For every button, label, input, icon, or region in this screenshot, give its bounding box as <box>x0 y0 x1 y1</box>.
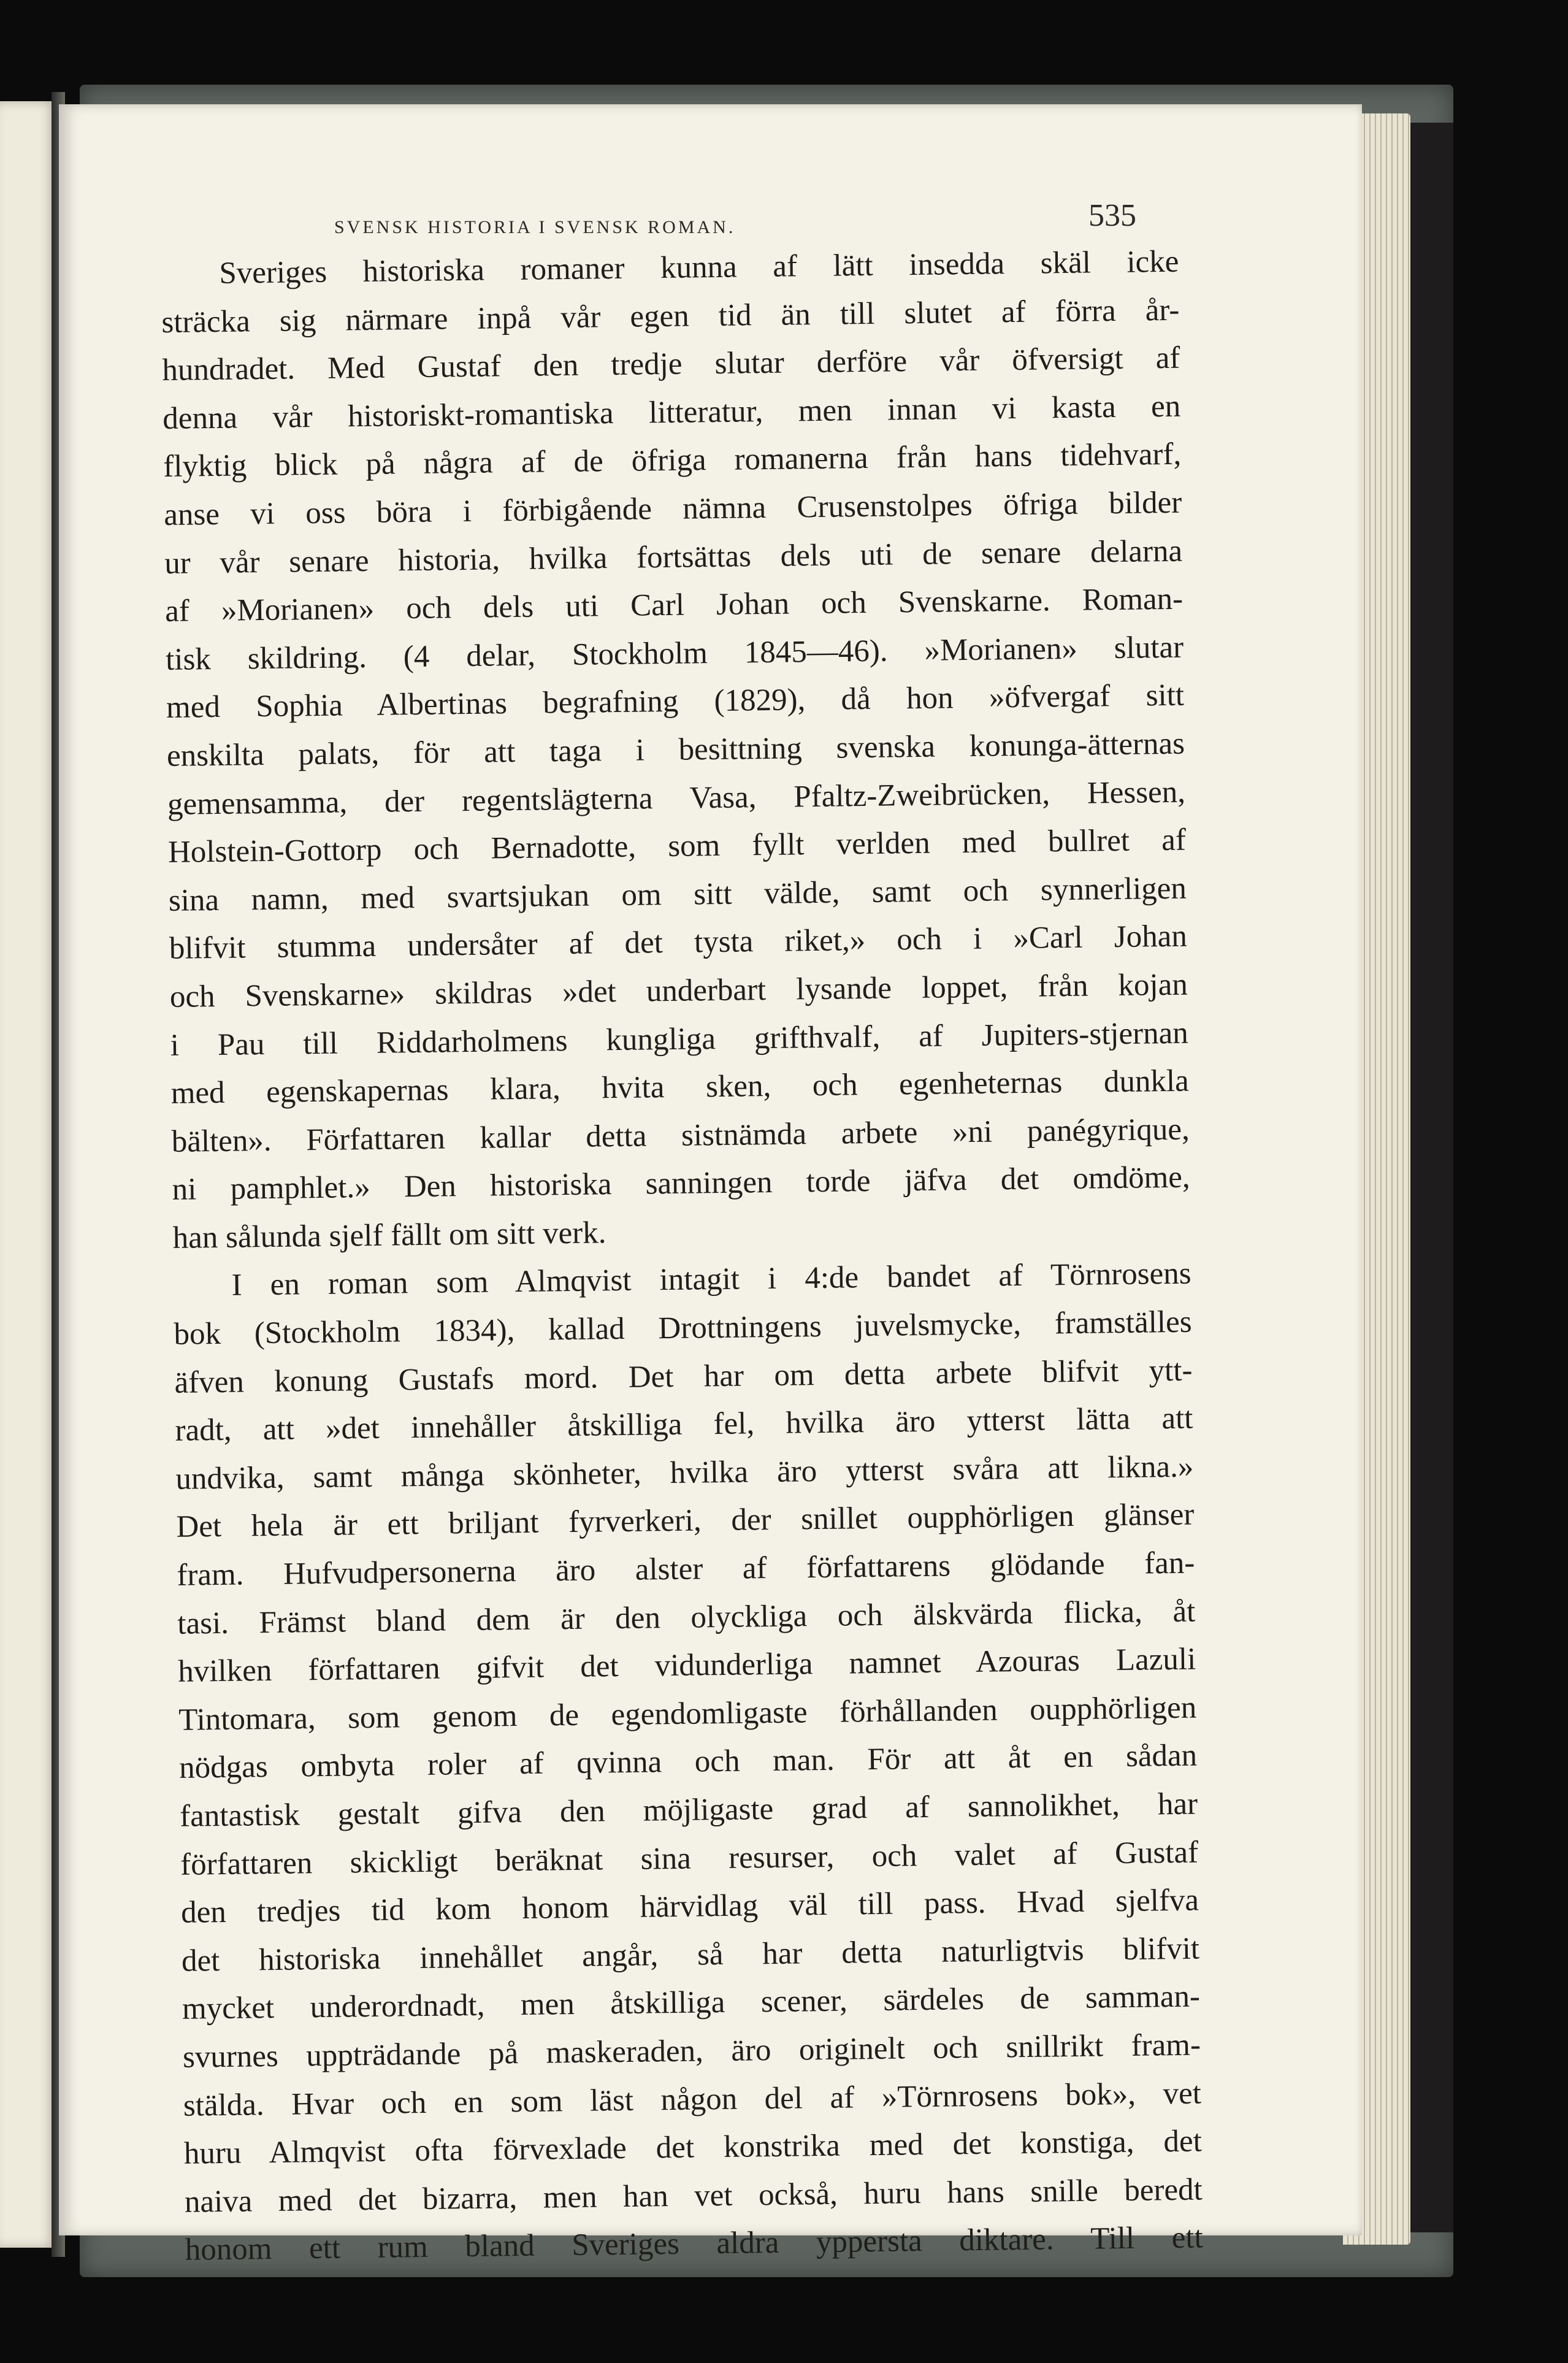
text-line: huru Almqvist ofta förvexlade det konstrika med det konstiga, det <box>183 2124 1203 2171</box>
text-line: nödgas ombyta roler af qvinna och man. För att åt en sådan <box>178 1738 1198 1786</box>
text-line: svurnes uppträdande på maskeraden, äro originelt och snillrikt fram- <box>182 2028 1201 2075</box>
text-line: i Pau till Riddarholmens kungliga grifthvalf, af Jupiters-stjernan <box>170 1016 1189 1063</box>
text-line: blifvit stumma undersåter af det tysta riket,» och i »Carl Johan <box>169 919 1188 967</box>
text-line: hvilken författaren gifvit det vidunderliga namnet Azouras Lazuli <box>177 1642 1196 1690</box>
previous-page-edge <box>0 101 56 2248</box>
text-line: och Svenskarne» skildras »det underbart lysande loppet, från kojan <box>169 967 1188 1014</box>
page-number: 535 <box>1088 198 1136 233</box>
text-line: hundradet. Med Gustaf den tredje slutar derföre vår öfversigt af <box>162 340 1180 388</box>
text-line: fram. Hufvudpersonerna äro alster af författarens glödande fan- <box>177 1545 1195 1593</box>
text-line: han sålunda sjelf fällt om sitt verk. <box>172 1216 606 1255</box>
text-line: med Sophia Albertinas begrafning (1829), då hon »öfvergaf sitt <box>166 678 1185 726</box>
text-line: den tredjes tid kom honom härvidlag väl till pass. Hvad sjelfva <box>180 1883 1199 1930</box>
text-line: honom ett rum bland Sveriges aldra yppersta diktare. Till ett <box>185 2220 1204 2268</box>
text-line: ur vår senare historia, hvilka fortsättas dels uti de senare delarna <box>164 534 1183 581</box>
text-line: bälten». Författaren kallar detta sistnämda arbete »ni panégyrique, <box>171 1112 1190 1159</box>
text-line: Sveriges historiska romaner kunna af lätt insedda skäl icke <box>219 244 1179 291</box>
text-line: gemensamma, der regentslägterna Vasa, Pfaltz-Zweibrücken, Hessen, <box>167 775 1186 822</box>
running-head: SVENSK HISTORIA I SVENSK ROMAN. <box>334 217 736 237</box>
text-line: fantastisk gestalt gifva den möjligaste grad af sannolikhet, har <box>179 1787 1198 1834</box>
text-line: mycket underordnadt, men åtskilliga scener, särdeles de samman- <box>182 1979 1201 2027</box>
paragraph-2 <box>173 1250 1203 2275</box>
text-line: Det hela är ett briljant fyrverkeri, der snillet oupphörligen glänser <box>176 1498 1195 1545</box>
text-line: det historiska innehållet angår, så har detta naturligtvis blifvit <box>181 1931 1200 1978</box>
text-line: undvika, samt många skönheter, hvilka äro ytterst svåra att likna.» <box>175 1449 1194 1496</box>
text-line: bok (Stockholm 1834), kallad Drottningens juvelsmycke, framställes <box>174 1304 1192 1352</box>
text-line: stälda. Hvar och en som läst någon del af »Törnrosens bok», vet <box>183 2076 1202 2123</box>
text-line: författaren skickligt beräknat sina resurser, och valet af Gustaf <box>180 1835 1199 1882</box>
text-line: tasi. Främst bland dem är den olyckliga och älskvärda flicka, åt <box>177 1594 1196 1641</box>
text-line: radt, att »det innehåller åtskilliga fel, hvilka äro ytterst lätta att <box>175 1401 1193 1449</box>
text-line: af »Morianen» och dels uti Carl Johan och Svenskarne. Roman- <box>164 581 1184 629</box>
text-line: ni pamphlet.» Den historiska sanningen torde jäfva det omdöme, <box>172 1160 1190 1208</box>
body-text <box>161 238 1203 2275</box>
text-line: Tintomara, som genom de egendomligaste förhållanden oupphörligen <box>178 1690 1197 1737</box>
book-spine <box>1404 123 1453 2232</box>
text-line: flyktig blick på några af de öfriga romanerna från hans tidehvarf, <box>163 437 1182 484</box>
text-line: tisk skildring. (4 delar, Stockholm 1845—46). »Morianen» slutar <box>165 630 1184 677</box>
text-line: äfven konung Gustafs mord. Det har om detta arbete blifvit ytt- <box>174 1353 1193 1400</box>
text-line: naiva med det bizarra, men han vet också, huru hans snille beredt <box>184 2172 1203 2219</box>
text-line: anse vi oss böra i förbigående nämna Crusenstolpes öfriga bilder <box>163 485 1182 532</box>
text-line: med egenskapernas klara, hvita sken, och egenheternas dunkla <box>170 1063 1190 1111</box>
text-line: I en roman som Almqvist intagit i 4:de bandet af Törnrosens <box>231 1257 1191 1303</box>
text-line: enskilta palats, för att taga i besittning svenska konunga-ätternas <box>166 726 1185 773</box>
text-line: Holstein-Gottorp och Bernadotte, som fyllt verlden med bullret af <box>167 822 1187 870</box>
text-line: denna vår historiskt-romantiska litteratur, men innan vi kasta en <box>163 389 1181 436</box>
text-line: sina namn, med svartsjukan om sitt välde, samt och synnerligen <box>168 871 1187 918</box>
paragraph-1 <box>161 238 1191 1263</box>
text-line: sträcka sig närmare inpå vår egen tid än till slutet af förra år- <box>161 293 1180 340</box>
